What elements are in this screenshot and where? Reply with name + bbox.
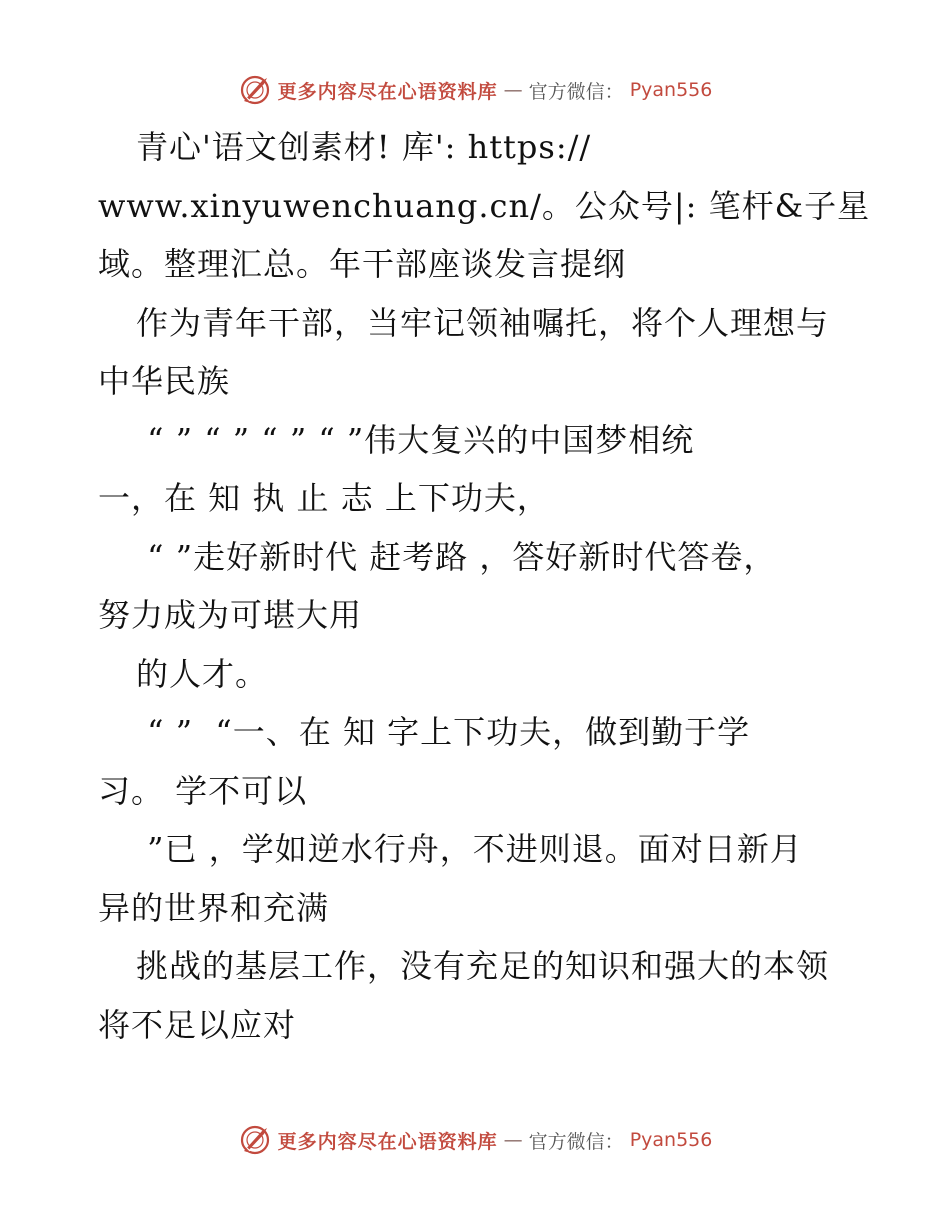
quill-seal-icon <box>238 1123 272 1157</box>
banner-wechat-id: Pyan556 <box>629 79 713 101</box>
banner-title: 更多内容尽在心语资料库 <box>277 80 498 103</box>
footer-watermark-banner <box>0 1120 950 1160</box>
quill-seal-icon <box>238 73 272 107</box>
text-line: 挑战的基层工作，没有充足的知识和强大的本领 <box>136 947 830 985</box>
text-line: 习。 学不可以 <box>98 771 308 810</box>
banner-wechat-label: 官方微信： <box>528 80 624 103</box>
header-watermark-banner <box>0 70 950 110</box>
text-line: 将不足以应对 <box>98 1005 297 1044</box>
text-line: 域。整理汇总。年干部座谈发言提纲 <box>98 245 627 283</box>
text-line: “ ” “ ” “ ” “ ”伟大复兴的中国梦相统 <box>136 420 695 459</box>
text-line: 作为青年干部，当牢记领袖嘱托，将个人理想与 <box>136 303 830 342</box>
text-line: 的人才。 <box>136 654 269 693</box>
text-line: 中华民族 <box>98 362 231 400</box>
banner-wechat-id: Pyan556 <box>629 1129 713 1151</box>
text-line: 一，在 知 执 止 志 上下功夫， <box>98 479 550 517</box>
text-line: 努力成为可堪大用 <box>98 596 363 634</box>
text-line: www.xinyuwenchuang.cn/。公众号|: 笔杆&子星 <box>98 186 871 225</box>
text-line: 异的世界和充满 <box>98 888 330 927</box>
text-line: “ ” “一、在 知 字上下功夫，做到勤于学 <box>136 713 751 751</box>
document-body <box>98 118 871 1054</box>
banner-title: 更多内容尽在心语资料库 <box>277 1130 498 1153</box>
text-line: “ ”走好新时代 赶考路 ，答好新时代答卷， <box>136 537 777 576</box>
banner-dash: — <box>503 1129 523 1151</box>
text-line: ”已 ，学如逆水行舟，不进则退。面对日新月 <box>136 830 803 868</box>
banner-dash: — <box>503 79 523 101</box>
text-line: 青心'语文创素材! 库': https:// <box>136 128 592 166</box>
banner-wechat-label: 官方微信： <box>528 1130 624 1153</box>
